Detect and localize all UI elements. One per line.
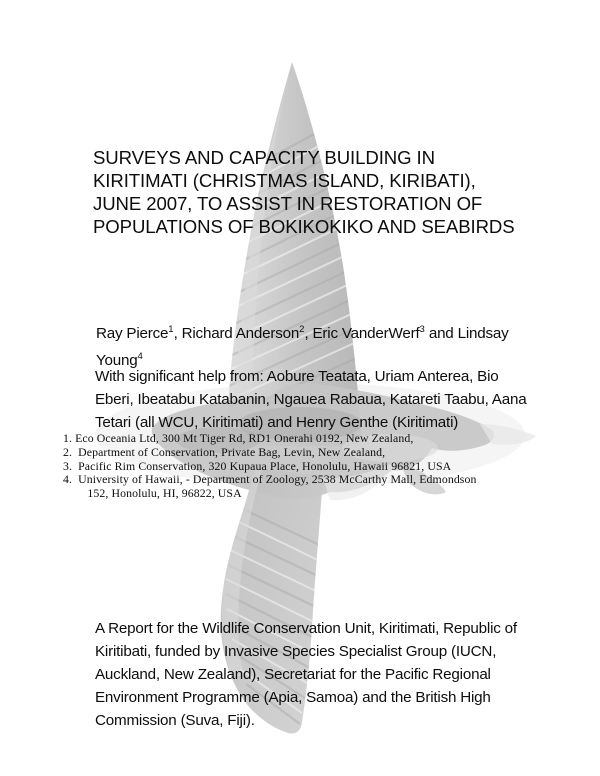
- acknowledgements: [95, 365, 535, 434]
- report-description: [95, 617, 530, 732]
- text-line: With significant help from: Aobure Teatata, Uriam Anterea, Bio: [95, 368, 499, 385]
- authors-line-1: [96, 318, 526, 345]
- report-title: [93, 146, 553, 238]
- text-line: A Report for the Wildlife Conservation Unit, Kiritimati, Republic of: [95, 620, 517, 637]
- text-line: POPULATIONS OF BOKIKOKIKO AND SEABIRDS: [93, 216, 515, 237]
- authors: [96, 318, 526, 372]
- text-line: Auckland, New Zealand), Secretariat for the Pacific Regional: [95, 666, 491, 683]
- text-line: 4. University of Hawaii, - Department of Zoology, 2538 McCarthy Mall, Edmondson: [63, 472, 477, 487]
- author-superscript: 3: [419, 324, 425, 335]
- author-name-text: , Eric VanderWerf: [304, 325, 420, 343]
- text-line: Tetari (all WCU, Kiritimati) and Henry Genthe (Kiritimati): [95, 414, 459, 431]
- text-line: SURVEYS AND CAPACITY BUILDING IN: [93, 147, 435, 168]
- affiliations-list: [63, 432, 543, 501]
- text-line: Commission (Suva, Fiji).: [95, 712, 255, 729]
- text-line: 152, Honolulu, HI, 96822, USA: [63, 486, 242, 501]
- author-name-text: and Lindsay: [424, 325, 509, 343]
- text-line: 3. Pacific Rim Conservation, 320 Kupaua Place, Honolulu, Hawaii 96821, USA: [63, 458, 452, 473]
- text-line: 1. Eco Oceania Ltd, 300 Mt Tiger Rd, RD1 Onerahi 0192, New Zealand,: [63, 431, 414, 445]
- text-line: Eberi, Ibeatabu Katabanin, Ngauea Rabaua, Katareti Taabu, Aana: [95, 391, 527, 408]
- text-line: 2. Department of Conservation, Private Bag, Levin, New Zealand,: [63, 444, 386, 459]
- text-line: Environment Programme (Apia, Samoa) and the British High: [95, 689, 491, 706]
- author-superscript: 2: [299, 324, 305, 335]
- text-line: KIRITIMATI (CHRISTMAS ISLAND, KIRIBATI),: [93, 170, 476, 191]
- author-name-text: Ray Pierce: [96, 325, 169, 343]
- author-name-text: Young: [96, 352, 138, 370]
- text-line: JUNE 2007, TO ASSIST IN RESTORATION OF: [93, 193, 483, 214]
- author-superscript: 1: [168, 324, 174, 335]
- author-superscript: 4: [137, 351, 143, 363]
- text-line: Kiritibati, funded by Invasive Species Specialist Group (IUCN,: [95, 643, 497, 660]
- author-name-text: , Richard Anderson: [173, 325, 300, 343]
